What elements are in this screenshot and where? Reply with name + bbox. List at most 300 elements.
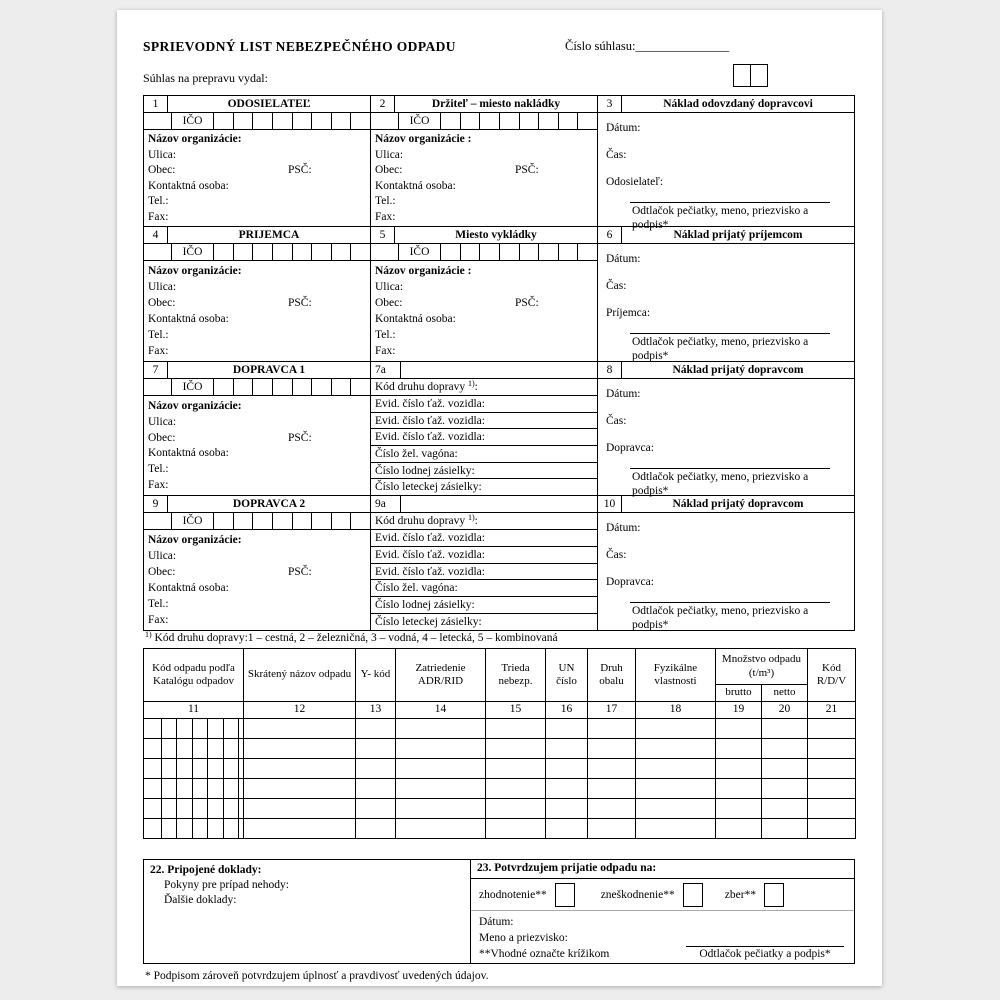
ship-consignment-row: Číslo lodnej zásielky: [371,463,597,480]
air-consignment-row: Číslo leteckej zásielky: [375,481,482,494]
col-header-short-name: Skrátený názov odpadu [244,649,356,702]
ico-box[interactable] [351,379,370,395]
code-digit-box[interactable] [177,799,193,818]
waste-cell[interactable] [546,739,588,759]
section-title: Náklad prijatý dopravcom [672,364,804,376]
recovery-checkbox[interactable] [555,883,575,907]
waste-cell[interactable] [808,719,856,739]
col-header-physical-properties: Fyzikálne vlastnosti [636,649,716,702]
address-block [371,130,597,226]
band-1 [144,96,854,232]
section-title: ODOSIELATEĽ [227,98,311,110]
org-label: Názov organizácie : [375,133,472,146]
section-number: 6 [598,227,622,243]
waste-table-row [144,779,856,799]
address-block [144,530,370,630]
ico-box[interactable] [520,113,540,129]
ico-box[interactable] [144,379,172,395]
code-digit-box[interactable] [177,759,193,778]
waste-cell[interactable] [716,819,762,839]
bottom-boxes [143,859,855,964]
waste-cell[interactable] [588,719,636,739]
code-digit-box[interactable] [224,739,240,758]
ico-box[interactable] [332,513,352,529]
ico-box[interactable] [351,513,370,529]
other-documents-label: Ďalšie doklady: [164,894,237,906]
stamp-caption: Odtlačok pečiatky a podpis* [699,948,831,960]
section-header [371,96,597,113]
waste-cell[interactable] [546,719,588,739]
section-number: 9 [144,496,168,512]
waste-cell[interactable] [762,779,808,799]
colon: : [474,515,478,527]
fax-label: Fax: [375,210,396,223]
waste-code-subcells [146,799,241,818]
transport-kind-label: Kód druhu dopravy [375,515,468,527]
city-label: Obec: [148,297,176,309]
ico-box[interactable] [441,244,461,260]
waste-cell[interactable] [356,779,396,799]
waste-table [143,648,856,839]
section-number: 8 [598,362,622,378]
ico-box[interactable] [480,113,500,129]
main-grid [143,95,855,631]
waste-cell[interactable] [244,739,356,759]
signature-block [598,244,854,370]
waste-cell[interactable] [244,779,356,799]
contact-label: Kontaktná osoba: [148,582,229,594]
section-header [598,496,854,513]
signature-block [598,379,854,505]
contact-label: Kontaktná osoba: [375,313,456,325]
waste-cell[interactable] [636,719,716,739]
confirmation-options [471,879,854,911]
code-digit-box[interactable] [177,819,193,838]
org-label: Názov organizácie: [148,265,242,277]
waste-cell[interactable] [356,719,396,739]
ico-box[interactable] [234,513,254,529]
ico-box[interactable] [293,244,313,260]
ico-box[interactable] [214,244,234,260]
fax-label: Fax: [375,345,396,357]
waste-cell[interactable] [762,759,808,779]
footnote-ref: 1) [467,379,475,388]
column-number: 16 [546,702,588,719]
code-digit-box[interactable] [146,799,162,818]
section-header [144,96,370,113]
city-line [148,431,366,445]
waste-cell[interactable] [808,739,856,759]
ico-box[interactable] [332,244,352,260]
waste-cell[interactable] [546,819,588,839]
section-10-naklad-prijaty-dopravcom [598,496,854,630]
street-label: Ulica: [375,148,404,161]
code-digit-box[interactable] [193,719,209,738]
section-1-odosielatel [144,96,371,226]
waste-cell[interactable] [356,759,396,779]
code-digit-box[interactable] [162,739,178,758]
confirmation-footer [471,946,854,963]
section-title: DOPRAVCA 2 [232,498,306,510]
ico-box[interactable] [273,244,293,260]
waste-code-subcells [146,819,241,838]
code-digit-box[interactable] [177,739,193,758]
ico-box[interactable] [293,513,313,529]
waste-cell[interactable] [244,819,356,839]
code-digit-box[interactable] [146,719,162,738]
code-digit-box[interactable] [224,719,240,738]
band-3 [144,362,854,496]
date-label: Dátum: [606,388,641,400]
waste-code-cell[interactable] [144,779,244,799]
collection-checkbox[interactable] [764,883,784,907]
code-digit-box[interactable] [193,819,209,838]
section-header [144,227,370,244]
footnote-text: Kód druhu dopravy:1 – cestná, 2 – železničná, 3 – vodná, 4 – letecká, 5 – kombinovaná [151,632,558,644]
tel-label: Tel.: [148,463,169,476]
section-3-naklad-odovzdany [598,96,854,232]
time-label: Čas: [606,280,627,292]
waste-code-cell[interactable] [144,799,244,819]
zip-label: PSČ: [288,164,312,177]
ico-label: IČO [172,513,214,529]
waste-cell[interactable] [716,779,762,799]
ico-label: IČO [172,244,214,260]
waste-cell[interactable] [808,819,856,839]
waste-cell[interactable] [762,819,808,839]
waste-cell[interactable] [636,779,716,799]
code-digit-box[interactable] [162,799,178,818]
waste-code-cell[interactable] [144,739,244,759]
party-label: Odosielateľ: [606,176,664,188]
accident-instructions-label: Pokyny pre prípad nehody: [164,879,289,891]
ico-box[interactable] [273,513,293,529]
ico-box[interactable] [144,244,172,260]
ico-box[interactable] [253,113,273,129]
section-header [598,362,854,379]
section-header [371,362,597,379]
col-header-waste-code: Kód odpadu podľa Katalógu odpadov [144,649,244,702]
signature-block [598,113,854,239]
col-header-quantity: Množstvo odpadu (t/m³) [716,649,808,685]
section-title: DOPRAVCA 1 [232,364,306,376]
ico-box[interactable] [520,244,540,260]
disposal-checkbox[interactable] [683,883,703,907]
waste-cell[interactable] [588,759,636,779]
waste-cell[interactable] [356,819,396,839]
ico-box[interactable] [480,244,500,260]
ico-box[interactable] [214,113,234,129]
code-digit-box[interactable] [177,719,193,738]
street-label: Ulica: [148,550,177,562]
signature-line [686,946,844,947]
city-label: Obec: [148,431,176,444]
ico-box[interactable] [234,113,254,129]
issuer-code-box[interactable] [750,64,768,87]
waste-code-cell[interactable] [144,819,244,839]
ico-box[interactable] [312,379,332,395]
ico-box[interactable] [214,513,234,529]
col-header-rdv-code: Kód R/D/V [808,649,856,702]
tel-label: Tel.: [148,195,169,208]
col-header-adr-rid: Zatriedenie ADR/RID [396,649,486,702]
ico-box[interactable] [441,113,461,129]
address-block [144,261,370,361]
waste-code-subcells [146,739,241,758]
stamp-caption: Odtlačok pečiatky, meno, priezvisko a podpis* [632,605,809,632]
waste-code-cell[interactable] [144,759,244,779]
code-digit-box[interactable] [146,739,162,758]
waste-cell[interactable] [762,799,808,819]
org-label: Názov organizácie : [375,265,472,277]
ico-box[interactable] [500,113,520,129]
code-digit-box[interactable] [224,779,240,798]
waste-table-row [144,759,856,779]
ico-box[interactable] [253,513,273,529]
waste-cell[interactable] [546,759,588,779]
code-digit-box[interactable] [208,739,224,758]
code-digit-box[interactable] [146,819,162,838]
ico-box[interactable] [293,113,313,129]
waste-cell[interactable] [716,739,762,759]
ico-box[interactable] [234,244,254,260]
column-number: 15 [486,702,546,719]
waste-cell[interactable] [486,759,546,779]
ico-row [371,113,597,130]
waste-cell[interactable] [546,799,588,819]
waste-cell[interactable] [762,739,808,759]
code-digit-box[interactable] [193,739,209,758]
fax-label: Fax: [148,345,169,357]
ico-box[interactable] [273,379,293,395]
waste-cell[interactable] [396,759,486,779]
waste-cell[interactable] [396,819,486,839]
waste-cell[interactable] [636,799,716,819]
document-page [117,10,882,986]
fax-label: Fax: [148,479,169,492]
ico-box[interactable] [332,379,352,395]
code-digit-box[interactable] [162,719,178,738]
waste-code-subcells [146,759,241,778]
section-6-naklad-prijaty-prijemcom [598,227,854,361]
ico-box[interactable] [312,113,332,129]
street-label: Ulica: [375,281,404,293]
ico-box[interactable] [539,113,559,129]
ico-box[interactable] [234,379,254,395]
ico-box[interactable] [351,244,370,260]
ico-row [144,513,370,530]
section-number: 2 [371,96,395,112]
ico-box[interactable] [312,244,332,260]
ico-box[interactable] [578,113,597,129]
section-9a-transport [371,496,598,630]
ico-box[interactable] [578,244,597,260]
ico-box[interactable] [371,244,399,260]
confirmation-title: 23. Potvrdzujem prijatie odpadu na: [471,860,854,879]
waste-cell[interactable] [356,799,396,819]
colon: : [474,381,478,393]
waste-cell[interactable] [588,739,636,759]
code-digit-box[interactable] [208,759,224,778]
ico-box[interactable] [144,113,172,129]
ico-box[interactable] [559,113,579,129]
ico-box[interactable] [253,244,273,260]
ico-box[interactable] [293,379,313,395]
ico-box[interactable] [273,113,293,129]
col-header-netto: netto [762,685,808,702]
stamp-caption: Odtlačok pečiatky, meno, priezvisko a podpis* [632,336,809,363]
code-digit-box[interactable] [208,779,224,798]
stamp-caption: Odtlačok pečiatky, meno, priezvisko a podpis* [632,471,809,498]
vehicle-number-row: Evid. číslo ťaž. vozidla: [371,564,597,581]
waste-cell[interactable] [486,819,546,839]
section-title: PRIJEMCA [238,229,300,241]
waste-cell[interactable] [486,719,546,739]
band-2 [144,227,854,362]
waste-cell[interactable] [636,759,716,779]
page-title: SPRIEVODNÝ LIST NEBEZPEČNÉHO ODPADU [143,39,456,54]
ico-label: IČO [399,244,441,260]
waste-cell[interactable] [396,779,486,799]
column-number: 17 [588,702,636,719]
code-digit-box[interactable] [193,759,209,778]
waste-cell[interactable] [808,779,856,799]
waste-cell[interactable] [716,799,762,819]
section-title: Miesto vykládky [455,229,537,241]
waste-cell[interactable] [636,819,716,839]
code-digit-box[interactable] [162,759,178,778]
waste-cell[interactable] [244,719,356,739]
code-digit-box[interactable] [162,779,178,798]
ico-box[interactable] [312,513,332,529]
waste-cell[interactable] [244,759,356,779]
waste-cell[interactable] [486,799,546,819]
code-digit-box[interactable] [224,759,240,778]
org-label: Názov organizácie: [148,133,242,146]
code-digit-box[interactable] [224,799,240,818]
waste-cell[interactable] [588,799,636,819]
code-digit-box[interactable] [177,779,193,798]
city-label: Obec: [148,566,176,578]
org-label: Názov organizácie: [148,399,242,412]
vehicle-number-row: Evid. číslo ťaž. vozidla: [371,530,597,547]
waste-code-cell[interactable] [144,719,244,739]
disposal-label: zneškodnenie** [600,888,675,901]
waste-cell[interactable] [486,739,546,759]
code-digit-box[interactable] [208,799,224,818]
contact-label: Kontaktná osoba: [148,447,229,460]
section-number: 3 [598,96,622,112]
zip-label: PSČ: [515,164,539,177]
code-digit-box[interactable] [146,759,162,778]
address-block [371,261,597,361]
col-header-hazard-class: Trieda nebezp. [486,649,546,702]
ico-label: IČO [172,379,214,395]
stamp-signature [686,946,844,960]
date-label: Dátum: [479,916,514,928]
waste-cell[interactable] [244,799,356,819]
waste-cell[interactable] [808,799,856,819]
ico-box[interactable] [371,113,399,129]
time-label: Čas: [606,149,627,161]
waste-cell[interactable] [356,739,396,759]
ico-box[interactable] [214,379,234,395]
ico-box[interactable] [351,113,370,129]
consent-number-label: Číslo súhlasu: [565,39,636,53]
ico-box[interactable] [144,513,172,529]
waste-code-subcells [146,779,241,798]
code-digit-box[interactable] [193,779,209,798]
waste-cell[interactable] [762,719,808,739]
ico-box[interactable] [559,244,579,260]
consent-number-field [565,39,729,54]
waste-cell[interactable] [396,719,486,739]
column-number: 11 [144,702,244,719]
waste-cell[interactable] [808,759,856,779]
code-digit-box[interactable] [224,819,240,838]
ico-row [144,379,370,396]
collection-label: zber** [724,888,757,901]
waste-table-row [144,799,856,819]
column-number: 19 [716,702,762,719]
section-header [598,96,854,113]
ico-row [371,244,597,261]
waste-cell[interactable] [396,739,486,759]
section-header [371,227,597,244]
ico-box[interactable] [253,379,273,395]
ico-box[interactable] [539,244,559,260]
document-content [143,10,855,982]
waste-cell[interactable] [716,759,762,779]
section-number: 7 [144,362,168,378]
waste-table-row [144,819,856,839]
transport-rows [371,379,597,495]
date-label: Dátum: [606,253,641,265]
waste-cell[interactable] [396,799,486,819]
street-label: Ulica: [148,281,177,293]
mark-note: **Vhodné označte krížikom [479,948,610,960]
waste-cell[interactable] [486,779,546,799]
issued-by-label: Súhlas na prepravu vydal: [143,71,268,85]
section-number: 7a [371,362,401,378]
confirmation-fields [471,911,854,946]
issuer-code-boxes [733,64,768,87]
waste-cell[interactable] [588,779,636,799]
col-header-brutto: brutto [716,685,762,702]
waste-cell[interactable] [588,819,636,839]
issuer-code-box[interactable] [733,64,751,87]
code-digit-box[interactable] [208,719,224,738]
waste-cell[interactable] [716,719,762,739]
zip-label: PSČ: [288,431,312,444]
contact-label: Kontaktná osoba: [375,179,456,192]
code-digit-box[interactable] [146,779,162,798]
section-header [598,227,854,244]
code-digit-box[interactable] [162,819,178,838]
wagon-number-row: Číslo žel. vagóna: [371,446,597,463]
waste-cell[interactable] [636,739,716,759]
ico-box[interactable] [461,244,481,260]
code-digit-box[interactable] [193,799,209,818]
street-label: Ulica: [148,415,177,428]
ico-box[interactable] [332,113,352,129]
section-header [144,362,370,379]
ico-box[interactable] [461,113,481,129]
ico-box[interactable] [500,244,520,260]
col-header-un-number: UN číslo [546,649,588,702]
waste-cell[interactable] [546,779,588,799]
code-digit-box[interactable] [208,819,224,838]
